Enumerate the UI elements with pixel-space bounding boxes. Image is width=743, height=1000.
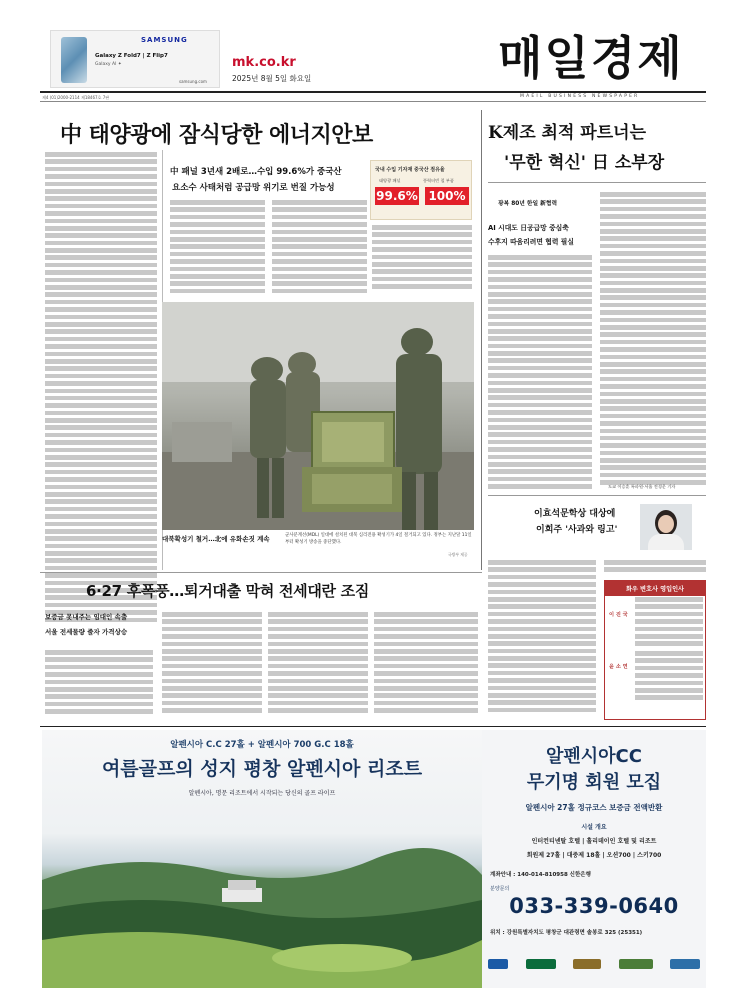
ad-account: 계좌안내 : 140-014-810958 신한은행 [490, 872, 591, 878]
import-share-infobox [370, 160, 472, 220]
sponsor-logos [488, 952, 700, 976]
right-column-1 [488, 255, 592, 491]
ad-headline: 여름골프의 성지 평창 알펜시아 리조트 [101, 758, 423, 780]
right-rule [488, 182, 706, 183]
sponsor-logo-5 [670, 959, 700, 969]
literature-rule [488, 495, 706, 496]
lawyer-2-bio [635, 651, 703, 707]
masthead-info: 제4 (01)2000-2114 제18467호 7판 [42, 95, 110, 100]
lawyer-name-2: 윤 소 연 [609, 664, 628, 670]
ad-sub: Galaxy AI ✦ [95, 62, 122, 67]
sponsor-logo-1 [488, 959, 508, 969]
masthead-rule-2 [40, 101, 706, 102]
author-portrait [640, 504, 692, 550]
lawyer-1-bio [635, 597, 703, 647]
ad-top-line: 알펜시아 C.C 27홀 + 알펜시아 700 G.C 18홀 [170, 740, 354, 750]
second-subhead-1: 보증금 못내주는 임대인 속출 [45, 613, 128, 621]
literature-headline-1[interactable]: 이효석문학상 대상에 [534, 509, 616, 519]
lead-subhead-2: 요소수 사태처럼 공급망 위기로 번질 가능성 [172, 183, 335, 193]
resort-ad-left [42, 730, 482, 988]
ad-tagline: 알펜시아, 명문 리조트에서 시작되는 당신의 골프 라이프 [188, 790, 336, 797]
ad-product: Galaxy Z Fold7 | Z Flip7 [95, 53, 168, 59]
resort-ad-right [482, 730, 706, 988]
masthead-title: 매일경제 [498, 31, 684, 85]
photo-illustration [162, 302, 474, 530]
second-column-2 [162, 612, 262, 720]
lead-headline[interactable]: 中 태양광에 잠식당한 에너지안보 [60, 123, 373, 148]
ad-benefit-1: 인터컨티넨탈 호텔 | 홀리데이인 호텔 및 리조트 [531, 838, 657, 845]
infobox-title: 국내 수입 기자재 중국산 점유율 [375, 167, 445, 173]
photo-credit: 국방부 제공 [448, 552, 468, 557]
lead-subhead-1: 中 패널 3년새 2배로…수입 99.6%가 중국산 [170, 167, 342, 177]
sponsor-logo-4 [619, 959, 653, 969]
second-column-1 [45, 650, 153, 720]
second-column-4 [374, 612, 478, 720]
right-subhead-2: 수후지 따움리려면 협력 필실 [488, 238, 574, 246]
loudspeaker-photo[interactable] [162, 302, 474, 530]
literature-headline-2[interactable]: 이희주 '사과와 링고' [536, 525, 618, 535]
ad-benefit-2: 회원제 27홀 | 대중제 18홀 | 오션700 | 스키700 [526, 852, 662, 859]
law-firm-ad[interactable] [604, 580, 706, 720]
masthead-subtitle: MAEIL BUSINESS NEWSPAPER [520, 94, 640, 99]
lead-column-1 [45, 152, 157, 630]
second-story-rule [40, 572, 482, 573]
lawyer-name-1: 이 진 국 [609, 612, 628, 618]
masthead-url[interactable]: mk.co.kr [232, 55, 296, 70]
second-headline[interactable]: 6·27 후폭풍…퇴거대출 막혀 전세대란 조짐 [86, 582, 370, 600]
ad-call-label: 분양문의 [490, 886, 510, 892]
law-firm-ad-title: 화우 변호사 영입인사 [605, 581, 705, 596]
ad-right-sub: 알펜시아 27홀 정규코스 보증금 전액반환 [525, 803, 663, 812]
second-subhead-2: 서울 전세물량 줄자 가격상승 [45, 628, 128, 636]
photo-caption: 군사분계선(MDL) 일대에 설치된 대북 심리전용 확성기가 4일 철거되고 있다. 정부는 지난달 11일부터 확성기 방송을 중단했다. [285, 533, 472, 545]
right-headline-1[interactable]: K제조 최적 파트너는 [488, 123, 646, 143]
ad-right-title-2: 무기명 회원 모집 [526, 772, 662, 793]
sponsor-logo-2 [526, 959, 556, 969]
golf-course-illustration [42, 840, 482, 988]
ad-brand: SAMSUNG [141, 36, 188, 44]
ad-address: 위치 : 강원특별자치도 평창군 대관령면 솔봉로 325 (25351) [490, 930, 643, 936]
literature-column-2 [604, 560, 706, 580]
photo-caption-title: 대북확성기 철거…北에 유화손짓 계속 [162, 535, 270, 543]
ad-site: samsung.com [179, 79, 207, 84]
right-subhead-1: AI 시대도 日공급망 중심축 [488, 224, 569, 232]
right-tag: 광복 80년 한일 新협력 [498, 201, 558, 207]
infobox-label-2: 풍력터빈 철 부품 [423, 178, 454, 183]
phone-image [61, 37, 87, 83]
infobox-value-1: 99.6% [376, 189, 418, 203]
ad-separator [40, 726, 706, 727]
ad-benefit-title: 시설 개요 [581, 824, 607, 831]
second-column-3 [268, 612, 368, 720]
right-byline: 도쿄 이승훈 특파원·서울 전경운 기자 [608, 484, 676, 489]
masthead-rule [40, 91, 706, 93]
masthead-date: 2025년 8월 5일 화요일 [232, 74, 312, 83]
resort-ad[interactable] [42, 730, 706, 988]
right-column-2 [600, 192, 706, 492]
lead-column-4 [372, 225, 472, 295]
ad-phone[interactable]: 033-339-0640 [509, 894, 679, 918]
section-divider [481, 110, 482, 570]
infobox-label-1: 태양광 패널 [379, 178, 401, 183]
infobox-value-2: 100% [425, 187, 469, 205]
literature-column-1 [488, 560, 596, 720]
ad-right-title-1: 알펜시아CC [546, 746, 642, 767]
top-ad[interactable] [50, 30, 220, 88]
right-headline-2[interactable]: '무한 혁신' 日 소부장 [504, 153, 665, 173]
lead-column-2 [170, 200, 265, 296]
sponsor-logo-3 [573, 959, 601, 969]
lead-column-3 [272, 200, 367, 296]
